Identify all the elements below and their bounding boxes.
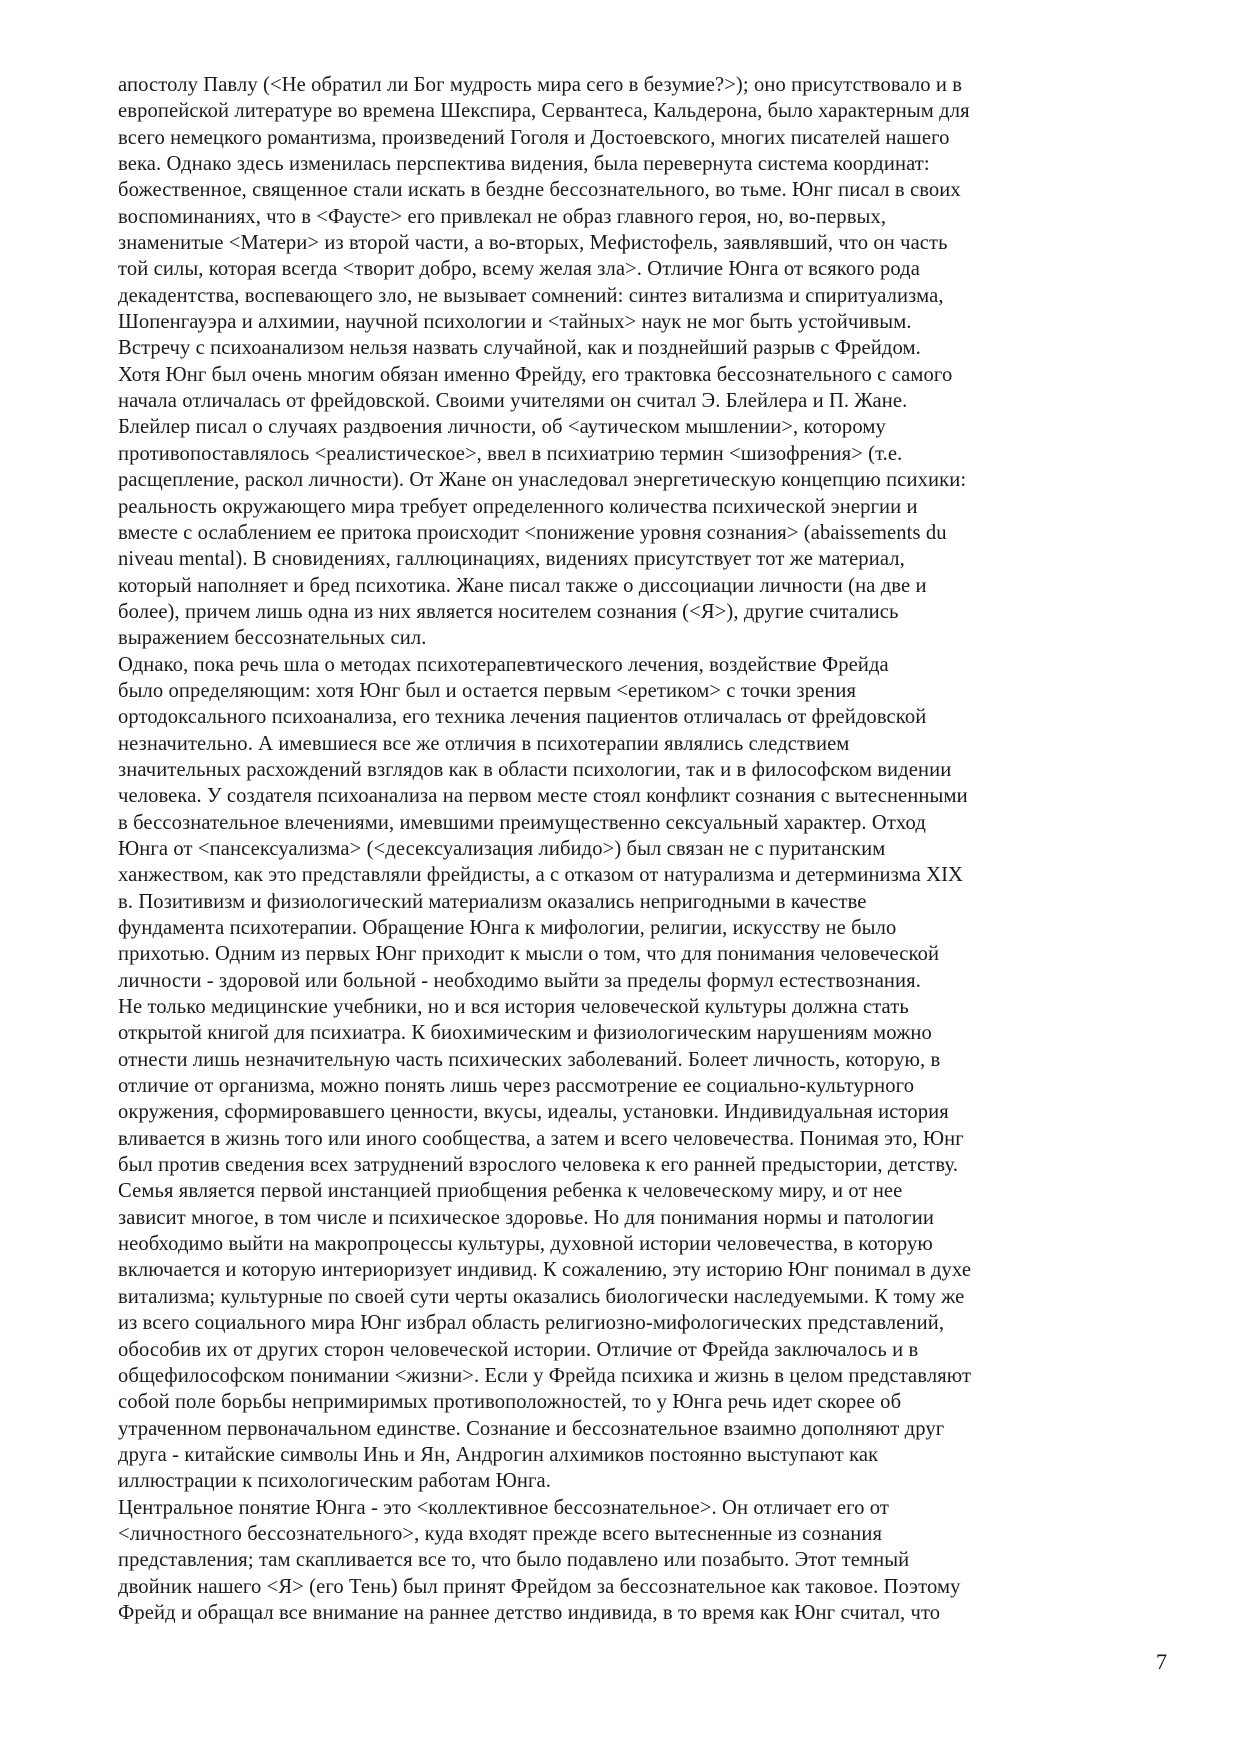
text-line: всего немецкого романтизма, произведений Гоголя и Достоевского, многих писателей нашего bbox=[118, 126, 950, 149]
text-line: начала отличалась от фрейдовской. Своими учителями он считал Э. Блейлера и П. Жане. bbox=[118, 390, 908, 413]
text-line: было определяющим: хотя Юнг был и остается первым <еретиком> с точки зрения bbox=[118, 679, 857, 702]
text-line: в бессознательное влечениями, имевшими преимущественно сексуальный характер. Отход bbox=[118, 811, 926, 834]
text-line: Не только медицинские учебники, но и вся история человеческой культуры должна стать bbox=[118, 996, 909, 1019]
text-line: представления; там скапливается все то, что было подавлено или позабыто. Этот темный bbox=[118, 1549, 910, 1572]
text-line: включается и которую интериоризует индивид. К сожалению, эту историю Юнг понимал в духе bbox=[118, 1259, 972, 1282]
text-line: ханжеством, как это представляли фрейдисты, а с отказом от натурализма и детерминизма XIX bbox=[118, 864, 964, 887]
text-line: Шопенгауэра и алхимии, научной психологии и <тайных> наук не мог быть устойчивым. bbox=[118, 311, 912, 334]
text-line: двойник нашего <Я> (его Тень) был принят Фрейдом за бессознательное как таковое. Поэтому bbox=[118, 1575, 961, 1598]
text-line: Однако, пока речь шла о методах психотерапевтического лечения, воздействие Фрейда bbox=[118, 653, 889, 676]
text-line: зависит многое, в том числе и психическое здоровье. Но для понимания нормы и патологии bbox=[118, 1206, 934, 1229]
text-line: который наполняет и бред психотика. Жане писал также о диссоциации личности (на две и bbox=[118, 574, 927, 597]
text-line: расщепление, раскол личности). От Жане он унаследовал энергетическую концепцию психики: bbox=[118, 469, 967, 492]
text-line: был против сведения всех затруднений взрослого человека к его ранней предыстории, детству. bbox=[118, 1154, 959, 1177]
text-line: Фрейд и обращал все внимание на раннее детство индивида, в то время как Юнг считал, что bbox=[118, 1601, 941, 1624]
text-line: декадентства, воспевающего зло, не вызывает сомнений: синтез витализма и спиритуализма, bbox=[118, 284, 944, 307]
text-line: утраченном первоначальном единстве. Сознание и бессознательное взаимно дополняют друг bbox=[118, 1417, 945, 1440]
text-line: Центральное понятие Юнга - это <коллективное бессознательное>. Он отличает его от bbox=[118, 1496, 890, 1519]
text-line: необходимо выйти на макропроцессы культуры, духовной истории человечества, в которую bbox=[118, 1233, 933, 1256]
text-line: реальность окружающего мира требует определенного количества психической энергии и bbox=[118, 495, 918, 518]
text-line: общефилософском понимании <жизни>. Если у Фрейда психика и жизнь в целом представляют bbox=[118, 1364, 972, 1387]
text-line: той силы, которая всегда <творит добро, всему желая зла>. Отличие Юнга от всякого рода bbox=[118, 258, 920, 281]
text-line: воспоминаниях, что в <Фаусте> его привлекал не образ главного героя, но, во-первых, bbox=[118, 205, 887, 228]
body-text bbox=[118, 72, 1118, 1626]
text-line: более), причем лишь одна из них является носителем сознания (<Я>), другие считались bbox=[118, 600, 899, 623]
text-line: незначительно. А имевшиеся все же отличия в психотерапии являлись следствием bbox=[118, 732, 850, 755]
text-line: вместе с ослаблением ее притока происходит <понижение уровня сознания> (abaissements du bbox=[118, 521, 947, 544]
text-line: обособив их от других сторон человеческой истории. Отличие от Фрейда заключалось и в bbox=[118, 1338, 919, 1361]
text-line: окружения, сформировавшего ценности, вкусы, идеалы, установки. Индивидуальная история bbox=[118, 1101, 949, 1124]
text-line: Юнга от <пансексуализма> (<десексуализация либидо>) был связан не с пуританским bbox=[118, 837, 886, 860]
text-line: открытой книгой для психиатра. К биохимическим и физиологическим нарушениям можно bbox=[118, 1022, 932, 1045]
page-number: 7 bbox=[1156, 1649, 1167, 1674]
text-line: друга - китайские символы Инь и Ян, Андрогин алхимиков постоянно выступают как bbox=[118, 1443, 879, 1466]
text-line: апостолу Павлу (<Не обратил ли Бог мудрость мира сего в безумие?>); оно присутствовало и в bbox=[118, 74, 963, 96]
text-line: противопоставлялось <реалистическое>, ввел в психиатрию термин <шизофрения> (т.е. bbox=[118, 442, 903, 465]
text-line: божественное, священное стали искать в бездне бессознательного, во тьме. Юнг писал в своих bbox=[118, 179, 961, 202]
text-line: человека. У создателя психоанализа на первом месте стоял конфликт сознания с вытесненными bbox=[118, 785, 968, 808]
text-line: в. Позитивизм и физиологический материализм оказались непригодными в качестве bbox=[118, 890, 867, 913]
text-line: Хотя Юнг был очень многим обязан именно Фрейду, его трактовка бессознательного с самого bbox=[118, 363, 953, 386]
text-line: <личностного бессознательного>, куда входят прежде всего вытесненные из сознания bbox=[118, 1522, 883, 1545]
text-line: витализма; культурные по своей сути черты оказались биологически наследуемыми. К тому же bbox=[118, 1285, 965, 1308]
text-line: отличие от организма, можно понять лишь через рассмотрение ее социально-культурного bbox=[118, 1075, 915, 1098]
text-line: личности - здоровой или больной - необходимо выйти за пределы формул естествознания. bbox=[118, 969, 921, 992]
text-line: вливается в жизнь того или иного сообщества, а затем и всего человечества. Понимая это, Юнг bbox=[118, 1127, 964, 1150]
text-line: Семья является первой инстанцией приобщения ребенка к человеческому миру, и от нее bbox=[118, 1180, 903, 1203]
text-line: значительных расхождений взглядов как в области психологии, так и в философском видении bbox=[118, 758, 952, 781]
text-line: прихотью. Одним из первых Юнг приходит к мысли о том, что для понимания человеческой bbox=[118, 943, 940, 966]
text-line: выражением бессознательных сил. bbox=[118, 627, 427, 650]
text-line: собой поле борьбы непримиримых противоположностей, то у Юнга речь идет скорее об bbox=[118, 1391, 902, 1414]
text-line: европейской литературе во времена Шекспира, Сервантеса, Кальдерона, было характерным для bbox=[118, 100, 970, 123]
text-line: niveau mental). В сновидениях, галлюцинациях, видениях присутствует тот же материал, bbox=[118, 548, 905, 571]
text-line: иллюстрации к психологическим работам Юнга. bbox=[118, 1470, 552, 1493]
text-line: фундамента психотерапии. Обращение Юнга к мифологии, религии, искусству не было bbox=[118, 917, 897, 939]
text-line: ортодоксального психоанализа, его техника лечения пациентов отличалась от фрейдовской bbox=[118, 706, 927, 729]
text-line: века. Однако здесь изменилась перспектива видения, была перевернута система координат: bbox=[118, 153, 930, 176]
text-line: знаменитые <Матери> из второй части, а во-вторых, Мефистофель, заявлявший, что он часть bbox=[118, 232, 948, 255]
text-line: Встречу с психоанализом нельзя назвать случайной, как и позднейший разрыв с Фрейдом. bbox=[118, 337, 921, 360]
text-line: Блейлер писал о случаях раздвоения личности, об <аутическом мышлении>, которому bbox=[118, 416, 886, 439]
text-line: из всего социального мира Юнг избрал область религиозно-мифологических представлений, bbox=[118, 1312, 945, 1335]
text-line: отнести лишь незначительную часть психических заболеваний. Болеет личность, которую, в bbox=[118, 1048, 941, 1071]
